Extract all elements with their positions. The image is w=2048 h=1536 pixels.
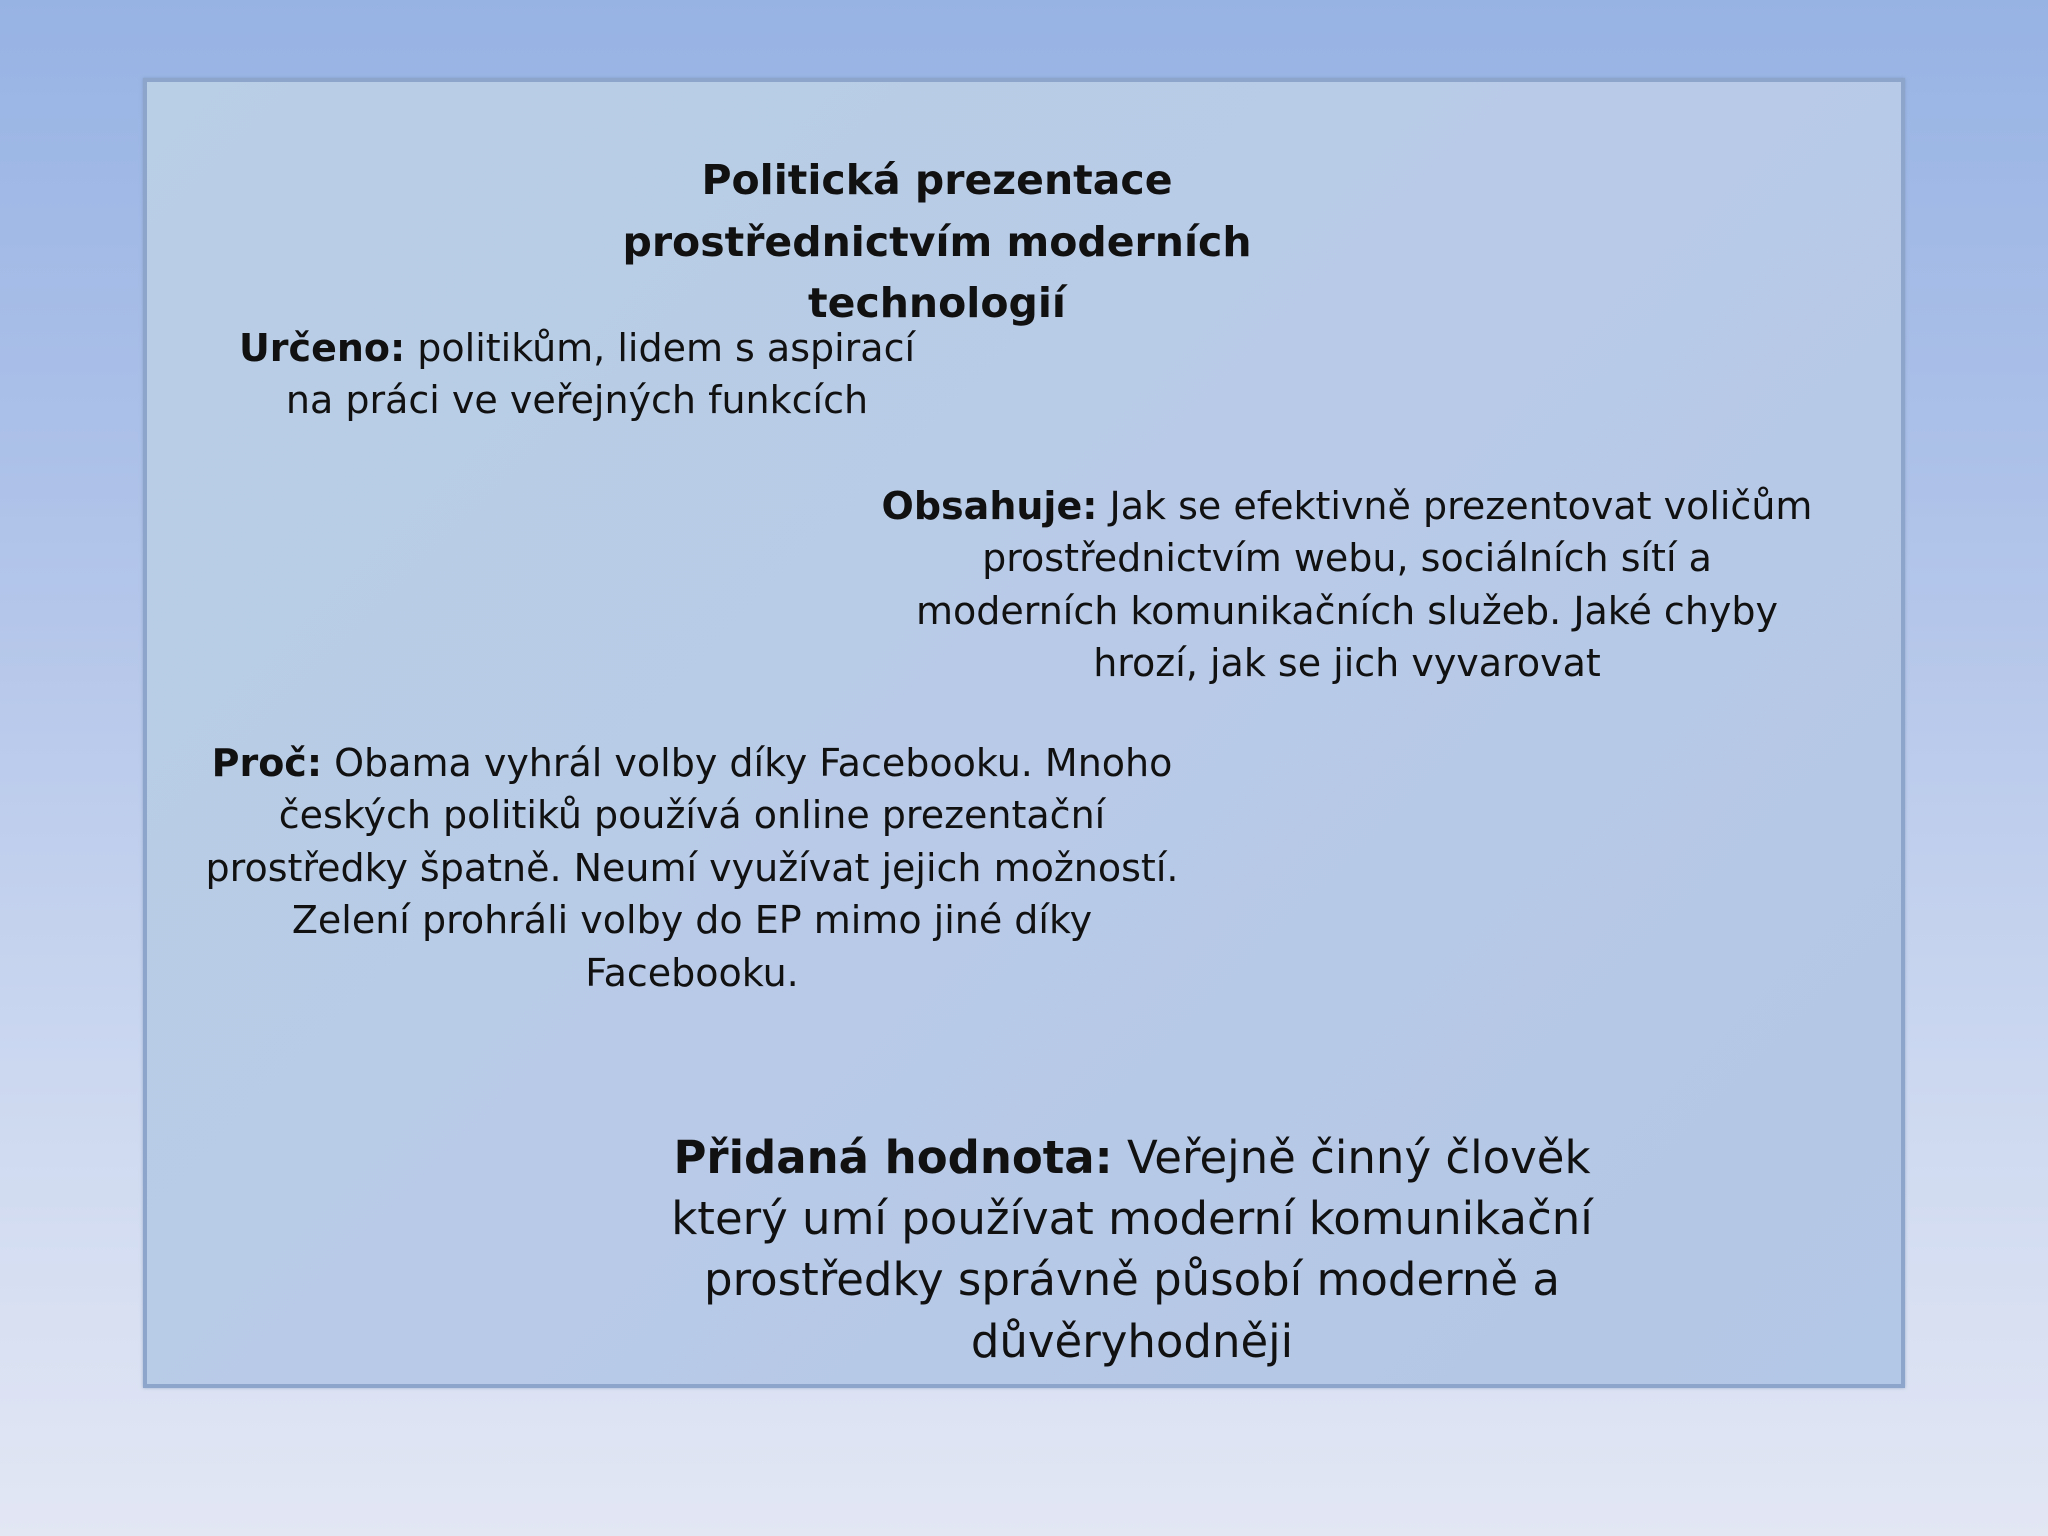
urceno-label: Určeno: [238,326,406,370]
pridana-hodnota-section [617,1127,1647,1372]
slide-title: Politická prezentace prostřednictvím moderních technologií [622,156,1252,327]
pridana-hodnota-label: Přidaná hodnota: [673,1131,1113,1184]
obsahuje-section [877,480,1817,690]
pridana-hodnota-text: Veřejně činný člověk který umí používat moderní komunikační prostředky správně působí moderně a důvěryhodněji [671,1131,1593,1368]
obsahuje-label: Obsahuje: [881,484,1098,528]
proc-text: Obama vyhrál volby díky Facebooku. Mnoho českých politiků používá online prezentační prostředky špatně. Neumí využívat jejich možností. Zelení prohráli volby do EP mimo jiné díky Facebooku. [205,741,1179,995]
proc-label: Proč: [211,741,323,785]
obsahuje-text: Jak se efektivně prezentovat voličům prostřednictvím webu, sociálních sítí a moderních komunikačních služeb. Jaké chyby hrozí, jak se jich vyvarovat [916,484,1813,686]
urceno-text: politikům, lidem s aspirací na práci ve veřejných funkcích [285,326,916,423]
urceno-section [217,322,937,427]
slide-panel [143,78,1905,1388]
proc-section [192,737,1192,999]
